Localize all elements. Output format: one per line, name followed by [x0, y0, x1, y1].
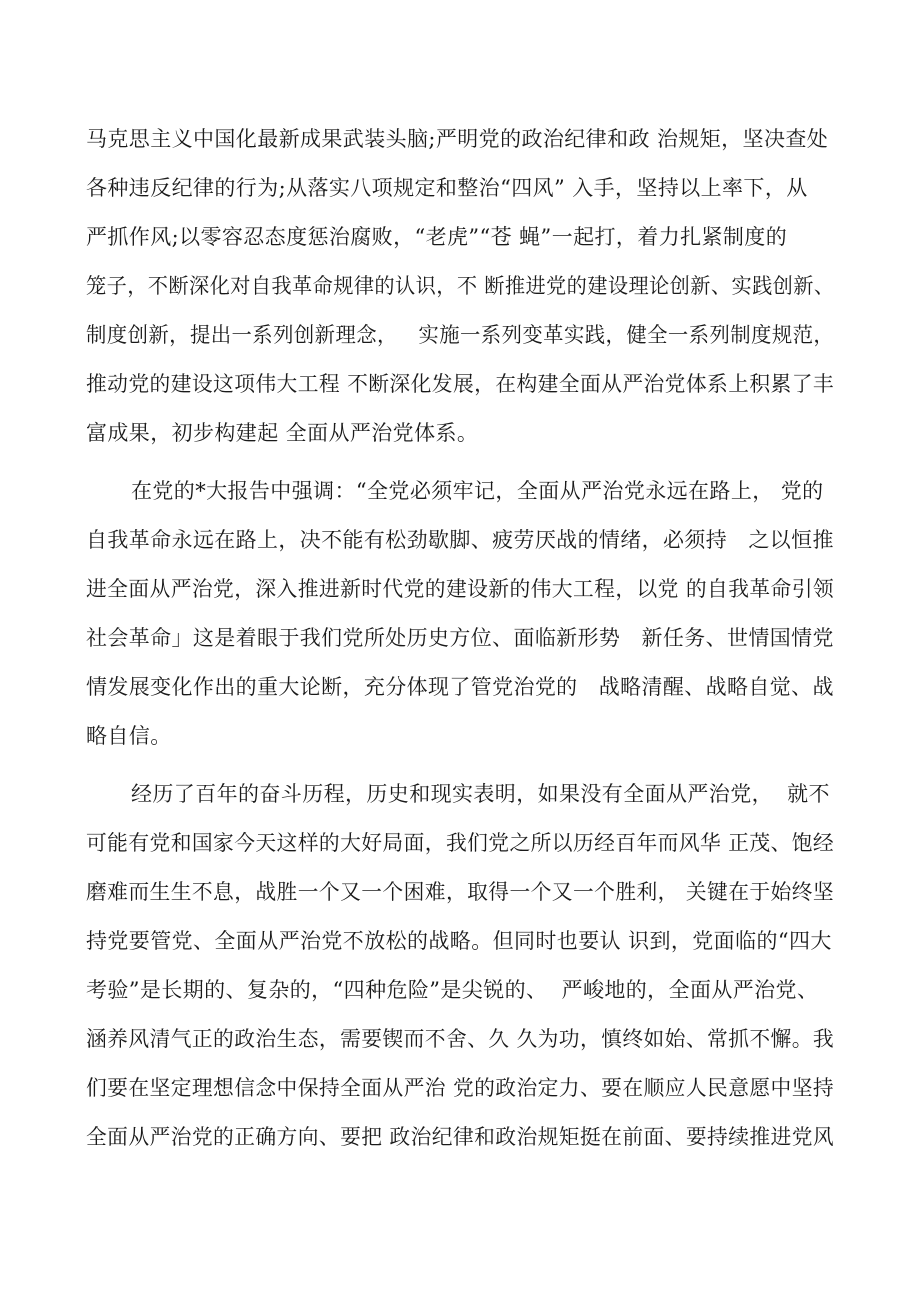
- text-line: 富成果，初步构建起 全面从严治党体系。: [86, 421, 479, 445]
- text-line: 涵养风清气正的政治生态，需要锲而不舍、久 久为功，慎终如始、常抓不懈。我: [86, 1027, 835, 1051]
- text-line: 经历了百年的奋斗历程，历史和现实表明，如果没有全面从严治党， 就不: [131, 782, 830, 806]
- text-line: 情发展变化作出的重大论断，充分体现了管党治党的 战略清醒、战略自觉、战: [86, 675, 834, 699]
- text-line: 们要在坚定理想信念中保持全面从严治 党的政治定力、要在顺应人民意愿中坚持: [86, 1076, 835, 1100]
- text-line: 社会革命」这是着眼于我们党所处历史方位、面临新形势 新任务、世情国情党: [86, 626, 834, 650]
- text-line: 笼子，不断深化对自我革命规律的认识，不 断推进党的建设理论创新、实践创新、: [86, 274, 835, 298]
- text-line: 严抓作风;以零容忍态度惩治腐败，“老虎”“苍 蝇”一起打，着力扎紧制度的: [86, 225, 788, 249]
- text-line: 略自信。: [86, 724, 172, 748]
- text-line: 自我革命永远在路上，决不能有松劲歇脚、疲劳厌战的情绪，必须持 之以恒推: [86, 528, 834, 552]
- text-line: 可能有党和国家今天这样的大好局面，我们党之所以历经百年而风华 正茂、饱经: [86, 831, 835, 855]
- text-line: 制度创新，提出一系列创新理念， 实施一系列变革实践，健全一系列制度规范，: [86, 323, 835, 347]
- text-line: 全面从严治党的正确方向、要把 政治纪律和政治规矩挺在前面、要持续推进党风: [86, 1125, 835, 1149]
- text-line: 马克思主义中国化最新成果武装头脑;严明党的政治纪律和政 治规矩，坚决查处: [86, 127, 829, 151]
- text-line: 持党要管党、全面从严治党不放松的战略。但同时也要认 识到，党面临的“四大: [86, 929, 832, 953]
- text-line: 各种违反纪律的行为;从落实八项规定和整治“四风” 入手，坚持以上率下，从: [86, 176, 808, 200]
- text-line: 进全面从严治党，深入推进新时代党的建设新的伟大工程，以党 的自我革命引领: [86, 577, 835, 601]
- text-line: 在党的*大报告中强调：“全党必须牢记，全面从严治党永远在路上， 党的: [131, 479, 824, 503]
- text-line: 推动党的建设这项伟大工程 不断深化发展，在构建全面从严治党体系上积累了丰: [86, 372, 835, 396]
- text-line: 磨难而生生不息，战胜一个又一个困难，取得一个又一个胜利， 关键在于始终坚: [86, 880, 835, 904]
- text-line: 考验”是长期的、复杂的，“四种危险”是尖锐的、 严峻地的，全面从严治党、: [86, 978, 819, 1002]
